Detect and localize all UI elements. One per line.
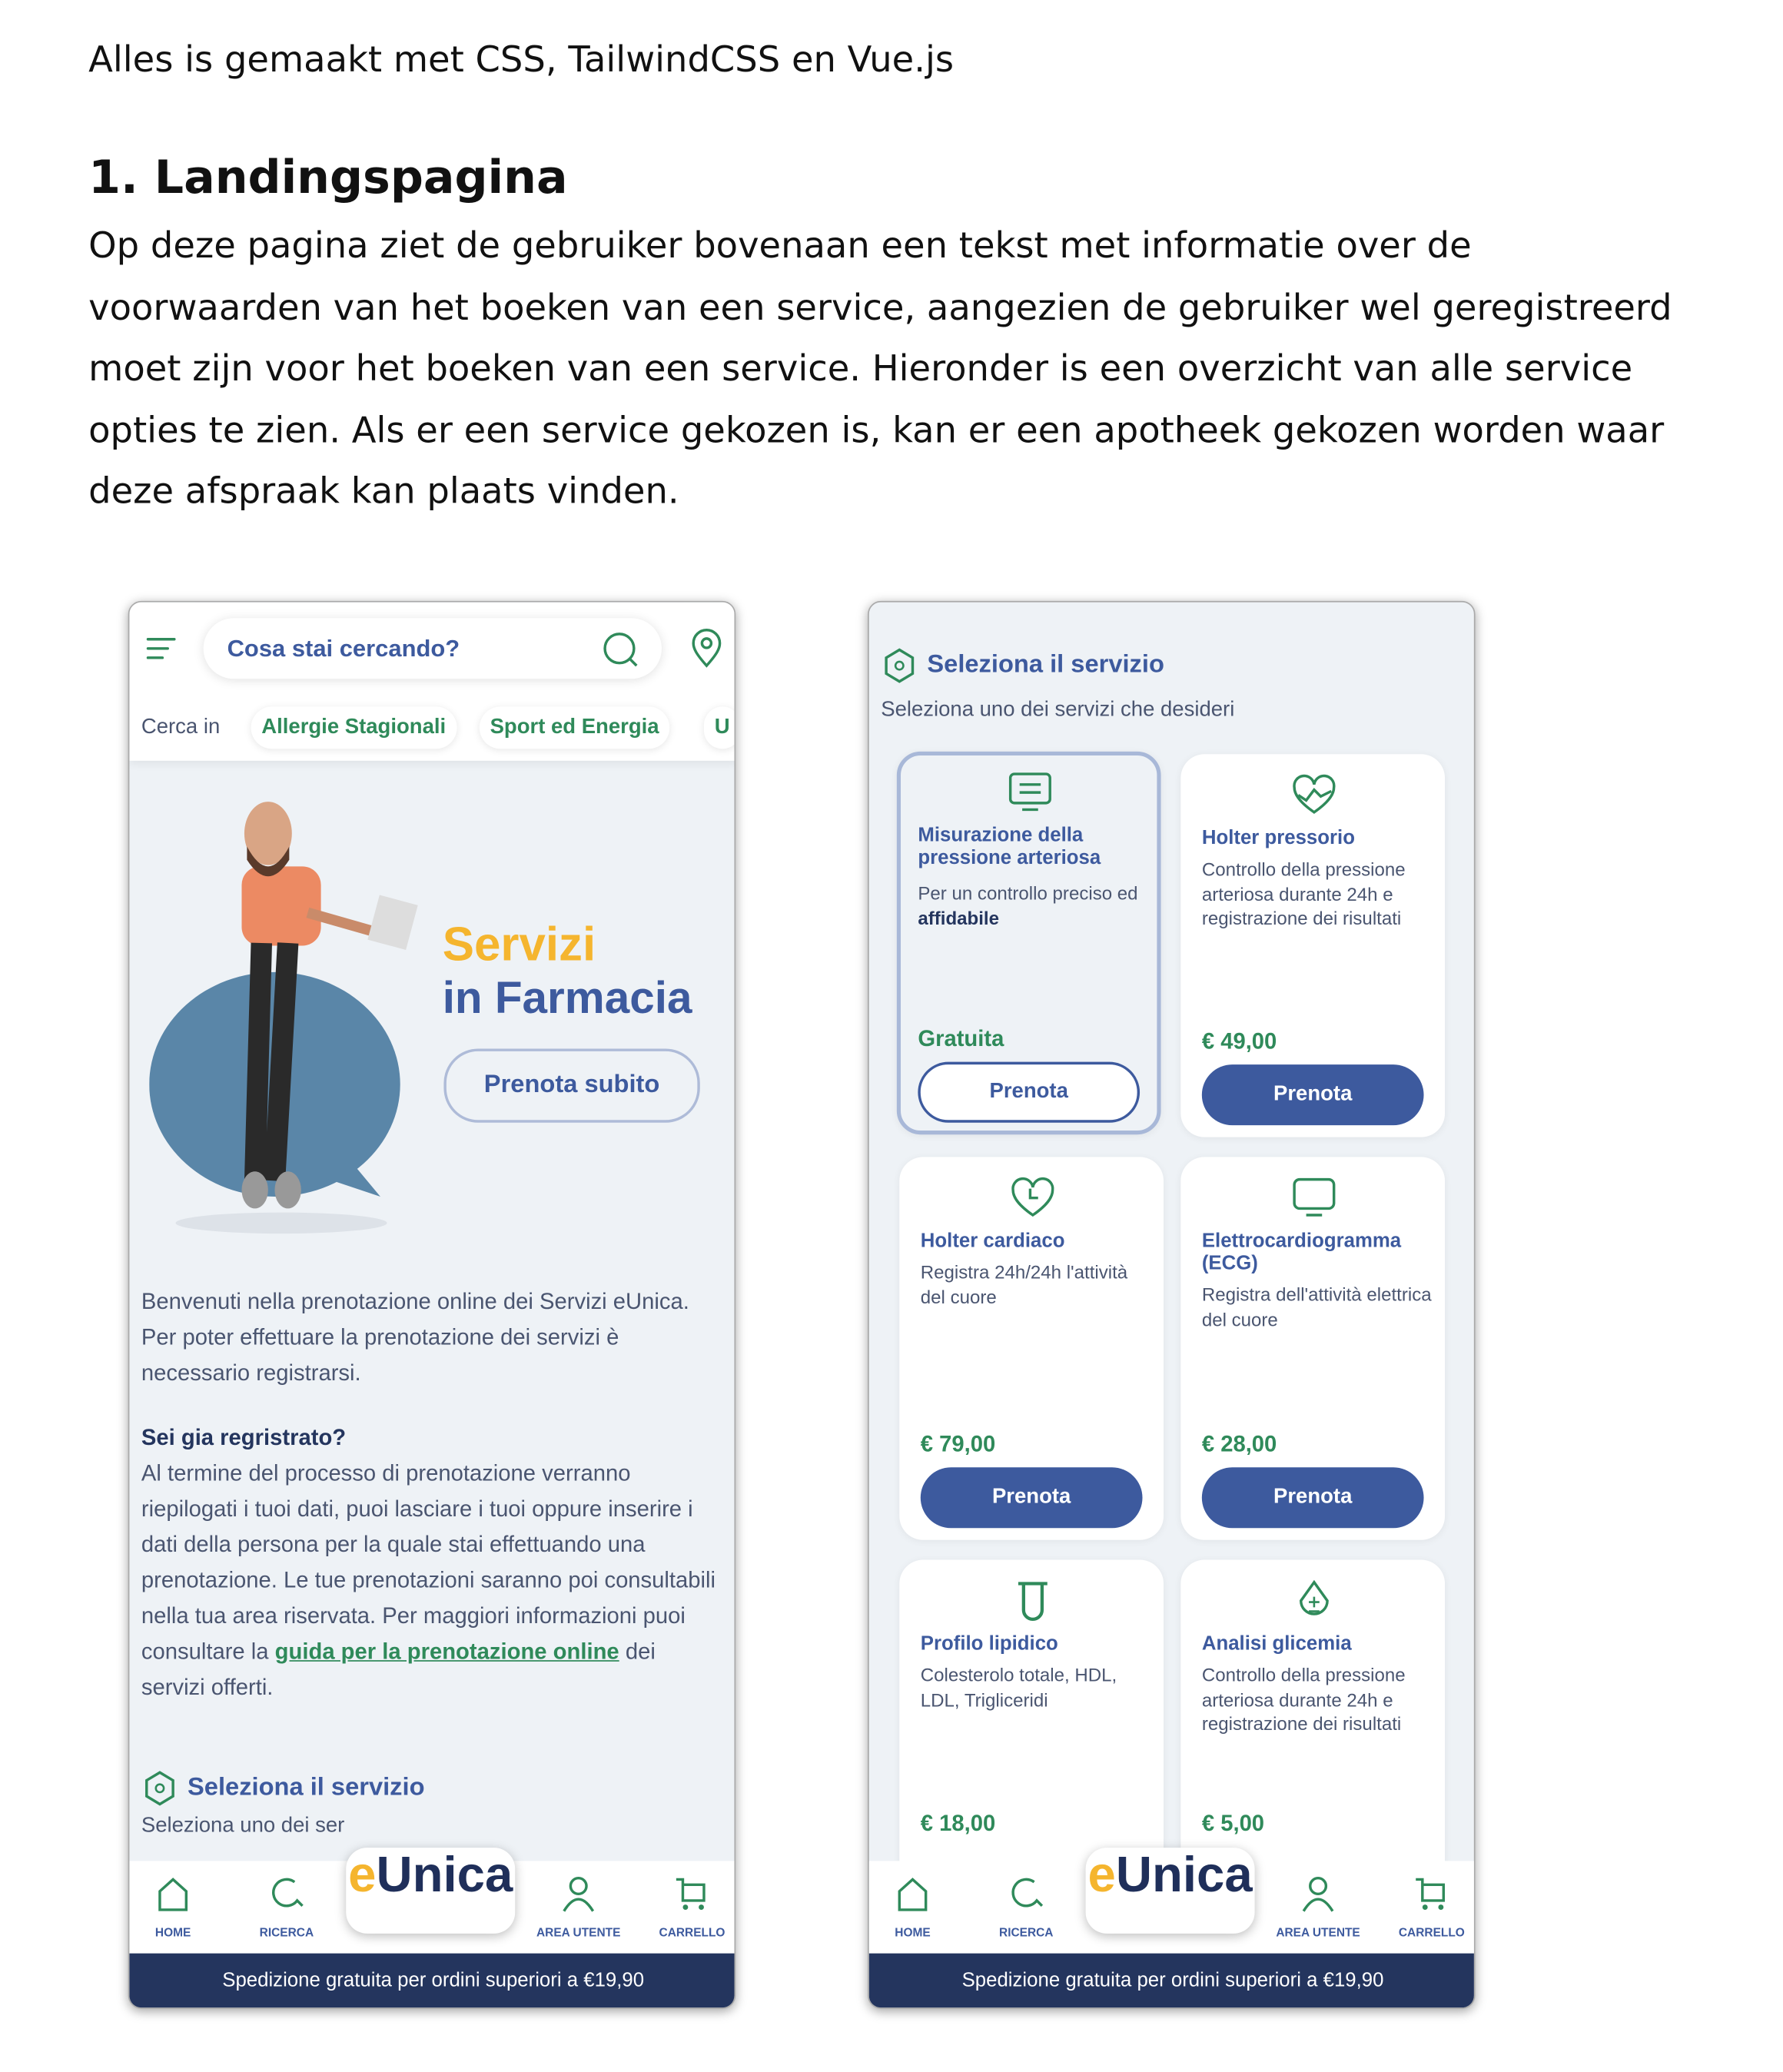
card-price: € 18,00 — [920, 1811, 996, 1836]
nav-home[interactable] — [868, 1861, 965, 1953]
screen-icon — [1292, 1177, 1336, 1219]
service-card[interactable] — [1180, 1157, 1445, 1539]
nav-search-label: RICERCA — [999, 1925, 1054, 1939]
card-title: Misurazione della pressione arteriosa — [918, 824, 1101, 869]
guide-link[interactable]: guida per la prenotazione online — [274, 1639, 619, 1665]
service-card[interactable] — [1180, 754, 1445, 1137]
nav-cart-label: CARRELLO — [1398, 1925, 1465, 1939]
card-price: € 5,00 — [1201, 1811, 1265, 1836]
heart-clock-icon — [1011, 1177, 1055, 1219]
card-price: Gratuita — [918, 1026, 1004, 1051]
drop-icon — [1292, 1579, 1336, 1622]
search-placeholder: Cosa stai cercando? — [227, 635, 460, 662]
monitor-icon — [1008, 772, 1052, 814]
nav-cart-label: CARRELLO — [659, 1925, 725, 1939]
card-title: Holter cardiaco — [920, 1229, 1065, 1253]
nav-account-label: AREA UTENTE — [536, 1925, 621, 1939]
bottom-nav — [869, 1848, 1476, 1953]
nav-account[interactable] — [526, 1861, 631, 1953]
nav-search[interactable] — [974, 1861, 1079, 1953]
hexagon-icon — [143, 1770, 178, 1807]
book-button[interactable]: Prenota — [918, 1062, 1140, 1123]
book-now-button[interactable]: Prenota subito — [443, 1048, 699, 1122]
nav-cart[interactable] — [1379, 1861, 1475, 1953]
user-icon — [1300, 1874, 1336, 1914]
cart-icon — [1413, 1874, 1450, 1914]
search-refresh-icon — [268, 1874, 305, 1914]
services-page-mockup — [868, 601, 1476, 2009]
shipping-banner: Spedizione gratuita per ordini superiori a €19,90 — [869, 1954, 1476, 2009]
card-price: € 28,00 — [1201, 1431, 1277, 1457]
card-title: Analisi glicemia — [1201, 1632, 1352, 1655]
card-desc: Registra 24h/24h l'attività del cuore — [920, 1261, 1128, 1307]
services-title: Seleziona il servizio — [927, 651, 1164, 679]
card-desc: Registra dell'attività elettrica del cuore — [1201, 1283, 1432, 1330]
nav-account[interactable] — [1265, 1861, 1370, 1953]
search-input[interactable] — [204, 618, 662, 679]
chip-sport[interactable]: Sport ed Energia — [480, 706, 670, 749]
book-button[interactable]: Prenota — [1202, 1064, 1424, 1125]
card-desc: Per un controllo preciso ed affidabile — [918, 882, 1138, 928]
location-pin-icon[interactable] — [689, 629, 724, 669]
search-in-label: Cerca in — [141, 716, 221, 739]
nav-home[interactable] — [128, 1861, 226, 1953]
hexagon-icon — [882, 647, 917, 684]
menu-icon[interactable] — [145, 636, 177, 662]
home-icon — [894, 1874, 931, 1914]
card-title: Profilo lipidico — [920, 1632, 1058, 1655]
intro-text: Alles is gemaakt met CSS, TailwindCSS en Vue.js — [88, 39, 955, 81]
eunica-logo[interactable]: eUnica — [1086, 1848, 1255, 1934]
shipping-banner: Spedizione gratuita per ordini superiori a €19,90 — [129, 1954, 735, 2009]
section-heading: 1. Landingspagina — [88, 151, 568, 205]
home-icon — [154, 1874, 191, 1914]
card-price: € 49,00 — [1201, 1028, 1277, 1054]
registered-after: dei servizi offerti. — [141, 1639, 656, 1700]
book-button[interactable]: Prenota — [921, 1467, 1143, 1528]
app-header — [129, 603, 735, 761]
hero-illustration — [149, 787, 433, 1243]
registered-title: Sei gia regristrato? — [141, 1425, 347, 1450]
section-title: Seleziona il servizio — [188, 1773, 425, 1802]
services-subtitle: Seleziona uno dei servizi che desideri — [881, 699, 1235, 722]
description-paragraph: Op deze pagina ziet de gebruiker bovenaan een tekst met informatie over de voorwaarden van het boeken van een service, aangezien de gebruiker wel geregistreerd moet zijn voor het boeken van een service. Hieronder is een overzicht van alle service opties te zien. Als er een service gekozen is, kan er een apotheek gekozen worden waar deze afspraak kan plaats vinden. — [88, 225, 1672, 513]
chip-more[interactable]: U — [704, 706, 735, 749]
cart-icon — [673, 1874, 710, 1914]
bottom-nav — [129, 1848, 735, 1953]
landing-page-mockup — [128, 601, 736, 2009]
nav-account-label: AREA UTENTE — [1276, 1925, 1360, 1939]
welcome-text: Benvenuti nella prenotazione online dei Servizi eUnica. Per poter effettuare la prenotazione dei servizi è necessario registrarsi. — [141, 1289, 689, 1386]
nav-search-label: RICERCA — [259, 1925, 314, 1939]
search-refresh-icon — [1008, 1874, 1044, 1914]
nav-home-label: HOME — [154, 1925, 191, 1939]
info-text-column — [141, 1283, 725, 1734]
service-card[interactable] — [899, 1157, 1164, 1539]
nav-home-label: HOME — [895, 1925, 931, 1939]
nav-cart[interactable] — [639, 1861, 735, 1953]
search-icon[interactable] — [603, 631, 639, 668]
eunica-logo[interactable]: eUnica — [346, 1848, 515, 1934]
service-card[interactable] — [897, 752, 1161, 1134]
card-price: € 79,00 — [920, 1431, 996, 1457]
hero-title-line2: in Farmacia — [442, 973, 692, 1024]
card-title: Elettrocardiogramma (ECG) — [1201, 1229, 1402, 1275]
user-icon — [560, 1874, 597, 1914]
test-tube-icon — [1011, 1579, 1055, 1622]
card-title: Holter pressorio — [1201, 826, 1355, 849]
registered-text: Al termine del processo di prenotazione verranno riepilogati i tuoi dati, puoi lasciare i tuoi oppure inserire i dati della persona per la quale stai effettuando una prenotazione. Le tue prenotazioni saranno poi consultabili nella tua area riservata. Per maggiori informazioni puoi consultare la — [141, 1460, 716, 1665]
heart-pulse-icon — [1292, 774, 1336, 816]
chip-allergie[interactable]: Allergie Stagionali — [251, 706, 457, 749]
card-desc: Controllo della pressione arteriosa durante 24h e registrazione dei risultati — [1201, 858, 1406, 929]
book-button[interactable]: Prenota — [1202, 1467, 1424, 1528]
section-subtitle: Seleziona uno dei ser — [141, 1815, 345, 1838]
card-desc: Colesterolo totale, HDL, LDL, Trigliceridi — [920, 1664, 1117, 1710]
hero-title-line1: Servizi — [442, 916, 596, 971]
card-desc: Controllo della pressione arteriosa durante 24h e registrazione dei risultati — [1201, 1664, 1406, 1735]
nav-search[interactable] — [234, 1861, 339, 1953]
